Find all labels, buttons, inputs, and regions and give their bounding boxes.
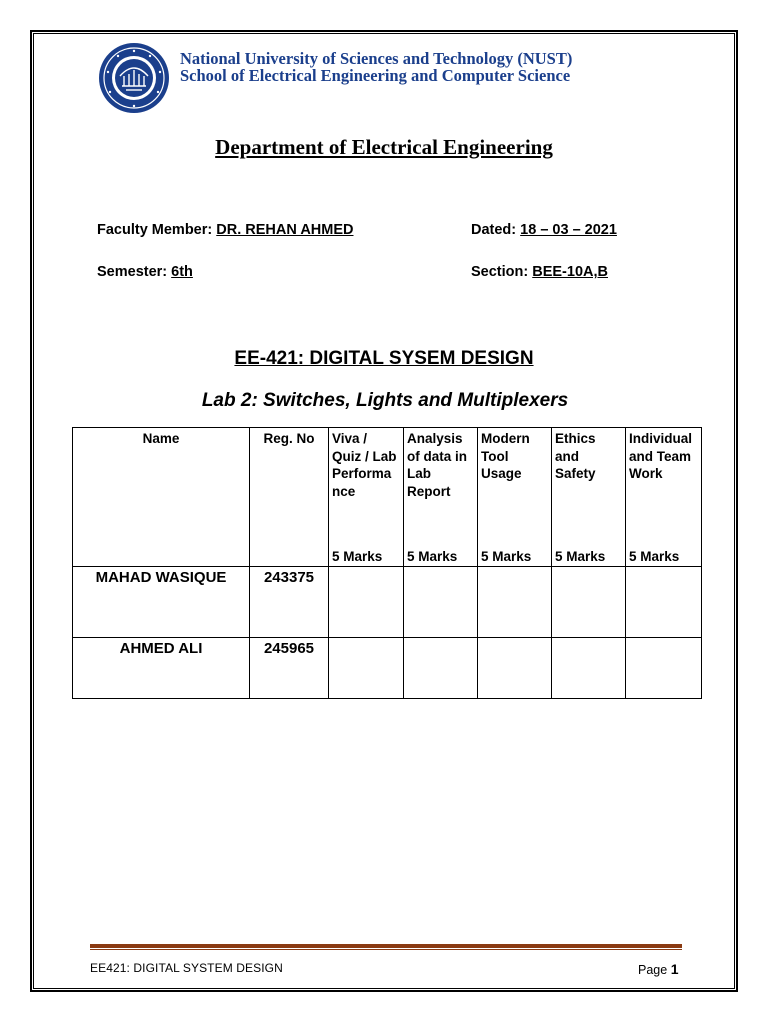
header-analysis-label: Analysis of data in Lab Report — [407, 431, 467, 499]
header-modern-tool-marks: 5 Marks — [481, 548, 532, 564]
header-modern-tool — [478, 428, 552, 567]
lab-title: Lab 2: Switches, Lights and Multiplexers — [201, 390, 569, 411]
semester-label: Semester: — [97, 264, 168, 280]
dated-field — [471, 222, 617, 238]
university-header — [180, 50, 572, 84]
score-cell — [626, 567, 702, 638]
header-ethics — [552, 428, 626, 567]
footer-page — [638, 961, 678, 977]
section-label: Section: — [471, 264, 529, 280]
score-cell — [329, 567, 404, 638]
header-team-work-label: Individual and Team Work — [629, 431, 693, 481]
header-analysis-marks: 5 Marks — [407, 548, 458, 564]
semester-value: 6th — [171, 264, 193, 280]
table-row — [73, 638, 702, 699]
header-team-work-marks: 5 Marks — [629, 548, 680, 564]
faculty-value: DR. REHAN AHMED — [216, 222, 354, 238]
dated-label: Dated: — [471, 222, 517, 238]
footer-page-number: 1 — [670, 961, 679, 977]
student-name: MAHAD WASIQUE — [73, 567, 250, 638]
footer-rule-thin — [90, 949, 682, 950]
header-analysis — [404, 428, 478, 567]
faculty-field — [97, 222, 353, 238]
course-title: EE-421: DIGITAL SYSEM DESIGN — [234, 348, 534, 369]
score-cell — [552, 567, 626, 638]
university-name: National University of Sciences and Technology (NUST) — [180, 49, 573, 68]
semester-field — [97, 264, 193, 280]
nust-logo-icon — [98, 42, 170, 114]
header-ethics-marks: 5 Marks — [555, 548, 606, 564]
score-cell — [404, 638, 478, 699]
header-viva-marks: 5 Marks — [332, 548, 383, 564]
department-title: Department of Electrical Engineering — [215, 135, 553, 159]
student-name: AHMED ALI — [73, 638, 250, 699]
header-ethics-label: Ethics and Safety — [555, 431, 596, 481]
table-row — [73, 567, 702, 638]
school-name: School of Electrical Engineering and Computer Science — [180, 66, 571, 85]
header-reg-no: Reg. No — [250, 428, 329, 567]
header-viva — [329, 428, 404, 567]
footer-rule — [90, 944, 682, 948]
faculty-label: Faculty Member: — [97, 222, 213, 238]
score-cell — [552, 638, 626, 699]
header-team-work — [626, 428, 702, 567]
score-cell — [626, 638, 702, 699]
section-value: BEE-10A,B — [532, 264, 608, 280]
table-header-row — [73, 428, 702, 567]
student-reg-no: 245965 — [250, 638, 329, 699]
score-cell — [478, 567, 552, 638]
score-cell — [404, 567, 478, 638]
header-modern-tool-label: Modern Tool Usage — [481, 431, 530, 481]
marks-table — [72, 427, 702, 699]
section-field — [471, 264, 608, 280]
score-cell — [329, 638, 404, 699]
dated-value: 18 – 03 – 2021 — [520, 222, 617, 238]
header-viva-label: Viva / Quiz / Lab Performa nce — [332, 431, 397, 499]
footer-page-label: Page — [638, 963, 668, 977]
footer-course: EE421: DIGITAL SYSTEM DESIGN — [90, 961, 283, 975]
score-cell — [478, 638, 552, 699]
header-name: Name — [73, 428, 250, 567]
student-reg-no: 243375 — [250, 567, 329, 638]
